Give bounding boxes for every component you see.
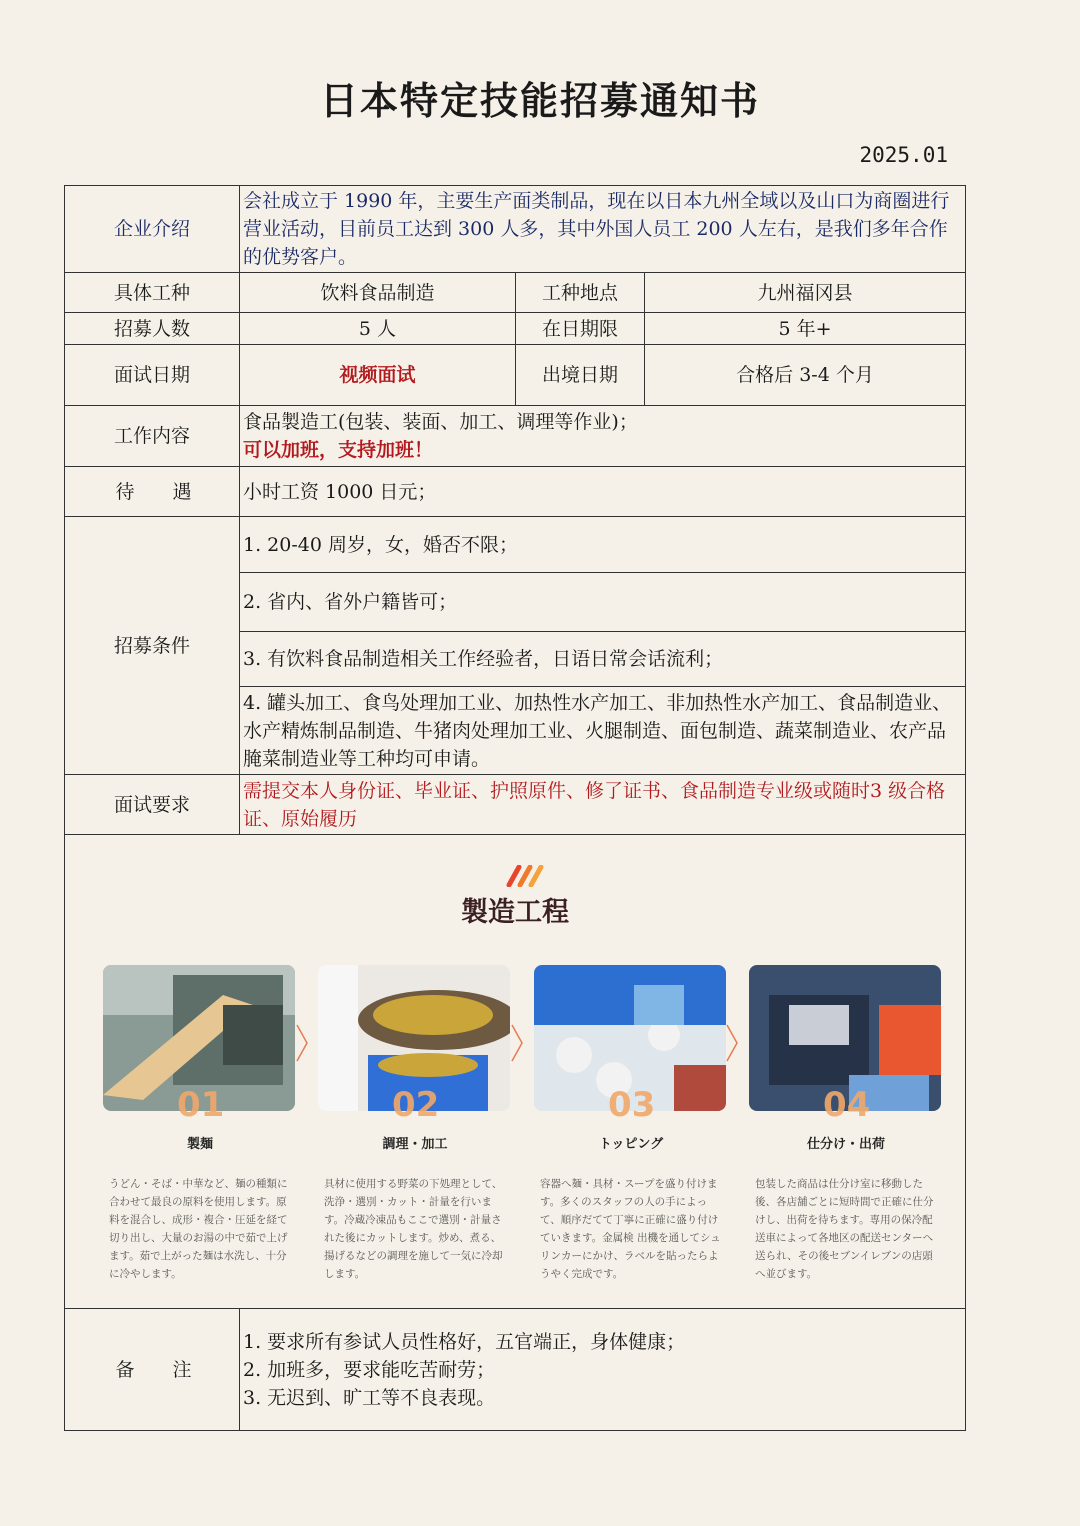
process-step	[534, 965, 728, 1283]
process-section	[65, 835, 965, 1307]
stay-period-value: 5 年+	[645, 313, 966, 345]
company-text: 会社成立于 1990 年，主要生产面类制品，现在以日本九州全域以及山口为商圈进行营业活动，目前员工达到 300 人多，其中外国人员工 200 人左右，是我们多年合作的优势客户。	[240, 186, 966, 273]
step-name: 製麺	[186, 1137, 213, 1152]
departure-label: 出境日期	[516, 345, 645, 406]
notes-row	[65, 1309, 966, 1431]
process-step	[103, 965, 297, 1283]
headcount-row	[65, 313, 966, 345]
step-name: 調理・加工	[382, 1137, 448, 1152]
location-label: 工种地点	[516, 273, 645, 313]
chevron-right-icon	[510, 1023, 524, 1063]
process-title: 製造工程	[461, 897, 570, 928]
headcount-label: 招募人数	[65, 313, 240, 345]
process-step	[318, 965, 512, 1283]
interview-value: 视频面试	[240, 345, 516, 406]
process-cell	[65, 835, 966, 1309]
notes-content	[240, 1309, 966, 1431]
step-number: 01	[177, 1085, 225, 1125]
condition-item: 2. 省内、省外户籍皆可；	[240, 573, 966, 632]
company-label: 企业介绍	[65, 186, 240, 273]
work-label: 工作内容	[65, 406, 240, 467]
condition-item: 1. 20-40 周岁，女，婚否不限；	[240, 517, 966, 573]
chevron-right-icon	[295, 1023, 309, 1063]
note-item: 3. 无迟到、旷工等不良表现。	[243, 1386, 496, 1409]
condition-item: 4. 罐头加工、食鸟处理加工业、加热性水产加工、非加热性水产加工、食品制造业、水产精炼制品制造、牛猪肉处理加工业、火腿制造、面包制造、蔬菜制造业、农产品腌菜制造业等工种均可申请。	[240, 687, 966, 775]
condition-row	[65, 517, 966, 573]
step-number: 03	[608, 1085, 656, 1125]
brush-stroke-icon	[505, 865, 545, 887]
requirements-label: 面试要求	[65, 775, 240, 835]
pay-label: 待遇	[65, 467, 240, 517]
note-item: 2. 加班多，要求能吃苦耐劳；	[243, 1358, 496, 1381]
page-title: 日本特定技能招募通知书	[319, 79, 760, 123]
interview-label: 面试日期	[65, 345, 240, 406]
step-name: 仕分け・出荷	[806, 1137, 885, 1152]
step-description: 具材に使用する野菜の下処理として、洗浄・選別・カット・計量を行います。冷蔵冷凍品もここで選別・計量された後にカットします。炒め、煮る、揚げるなどの調理を施して一気に冷却します。	[324, 1178, 503, 1280]
requirements-row	[65, 775, 966, 835]
process-row	[65, 835, 966, 1309]
company-row	[65, 186, 966, 273]
recruitment-table	[64, 185, 966, 1431]
work-row	[65, 406, 966, 467]
issue-date: 2025.01	[859, 143, 948, 167]
chevron-right-icon	[725, 1023, 739, 1063]
note-item: 1. 要求所有参试人员性格好，五官端正，身体健康；	[243, 1330, 686, 1353]
headcount-value: 5 人	[240, 313, 516, 345]
departure-value: 合格后 3-4 个月	[645, 345, 966, 406]
work-line: 食品製造工(包装、装面、加工、调理等作业)；	[243, 411, 638, 433]
overtime-note: 可以加班，支持加班！	[243, 439, 434, 461]
step-number: 04	[823, 1085, 871, 1125]
process-step	[749, 965, 943, 1283]
job-type-value: 饮料食品制造	[240, 273, 516, 313]
condition-item: 3. 有饮料食品制造相关工作经验者，日语日常会话流利；	[240, 632, 966, 687]
stay-period-label: 在日期限	[516, 313, 645, 345]
requirements-text: 需提交本人身份证、毕业证、护照原件、修了证书、食品制造专业级或随时3 级合格证、原始履历	[240, 775, 966, 835]
step-description: うどん・そば・中華など、麺の種類に合わせて最良の原料を使用します。原料を混合し、成形・複合・圧延を経て切り出し、大量のお湯の中で茹で上げます。茹で上がった麺は水洗し、十分に冷やします。	[109, 1178, 288, 1280]
pay-row	[65, 467, 966, 517]
location-value: 九州福冈县	[645, 273, 966, 313]
step-number: 02	[392, 1085, 440, 1125]
job-type-row	[65, 273, 966, 313]
pay-text: 小时工资 1000 日元；	[240, 467, 966, 517]
step-description: 容器へ麺・具材・スープを盛り付けます。多くのスタッフの人の手によって、順序だてて丁寧に正確に盛り付けていきます。金属検 出機を通してシュリンカーにかけ、ラベルを貼ったらようやく完成です。	[540, 1178, 721, 1280]
notes-label: 备注	[65, 1309, 240, 1431]
work-content	[240, 406, 966, 467]
conditions-label: 招募条件	[65, 517, 240, 775]
interview-row	[65, 345, 966, 406]
step-description: 包装した商品は仕分け室に移動した後、各店舗ごとに短時間で正確に仕分けし、出荷を待ちます。専用の保冷配送車によって各地区の配送センターへ送られ、その後セブンイレブンの店頭へ並びます。	[755, 1178, 934, 1280]
step-name: トッピング	[598, 1137, 664, 1152]
job-type-label: 具体工种	[65, 273, 240, 313]
